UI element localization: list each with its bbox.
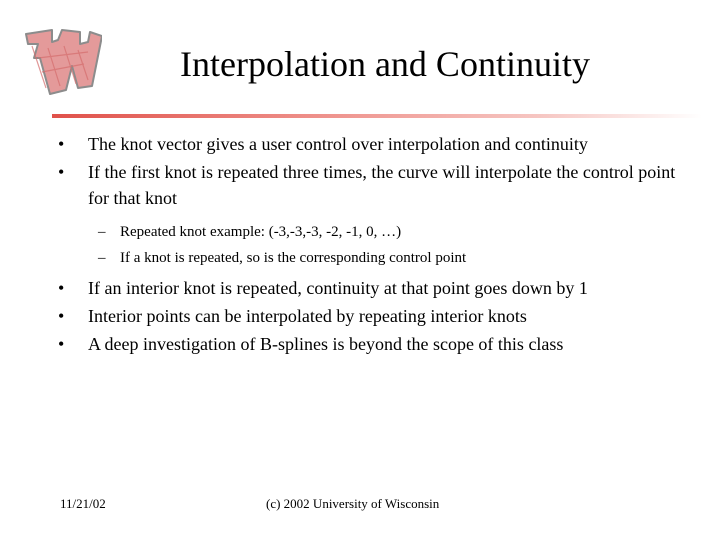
sub-bullet-item xyxy=(58,221,698,243)
footer-copyright: (c) 2002 University of Wisconsin xyxy=(266,496,440,511)
bullet-text: If the first knot is repeated three times, the curve will interpolate the control point for that knot xyxy=(88,162,676,208)
bullet-dot-icon: • xyxy=(58,134,65,154)
bullet-item xyxy=(58,131,698,157)
university-w-logo-icon xyxy=(18,28,102,100)
bullet-text: If an interior knot is repeated, continuity at that point goes down by 1 xyxy=(88,278,588,298)
sub-bullet-list xyxy=(58,221,698,269)
bullet-text: A deep investigation of B-splines is beyond the scope of this class xyxy=(88,334,564,354)
sub-bullet-text: Repeated knot example: (-3,-3,-3, -2, -1, 0, …) xyxy=(120,224,402,240)
sub-bullet-item xyxy=(58,247,698,269)
footer-date: 11/21/02 xyxy=(60,496,106,511)
title-divider xyxy=(52,114,702,118)
bullet-item xyxy=(58,159,698,211)
slide-title: Interpolation and Continuity xyxy=(180,44,590,84)
bullet-item xyxy=(58,331,698,357)
bullet-item xyxy=(58,275,698,301)
bullet-dot-icon: • xyxy=(58,306,65,326)
bullet-text: Interior points can be interpolated by repeating interior knots xyxy=(88,306,527,326)
bullet-text: The knot vector gives a user control over interpolation and continuity xyxy=(88,134,588,154)
dash-icon: – xyxy=(98,250,106,266)
bullet-dot-icon: • xyxy=(58,334,65,354)
bullet-list xyxy=(58,131,698,359)
bullet-dot-icon: • xyxy=(58,278,65,298)
sub-bullet-text: If a knot is repeated, so is the corresponding control point xyxy=(120,250,467,266)
dash-icon: – xyxy=(98,224,106,240)
bullet-item xyxy=(58,303,698,329)
bullet-dot-icon: • xyxy=(58,162,65,182)
